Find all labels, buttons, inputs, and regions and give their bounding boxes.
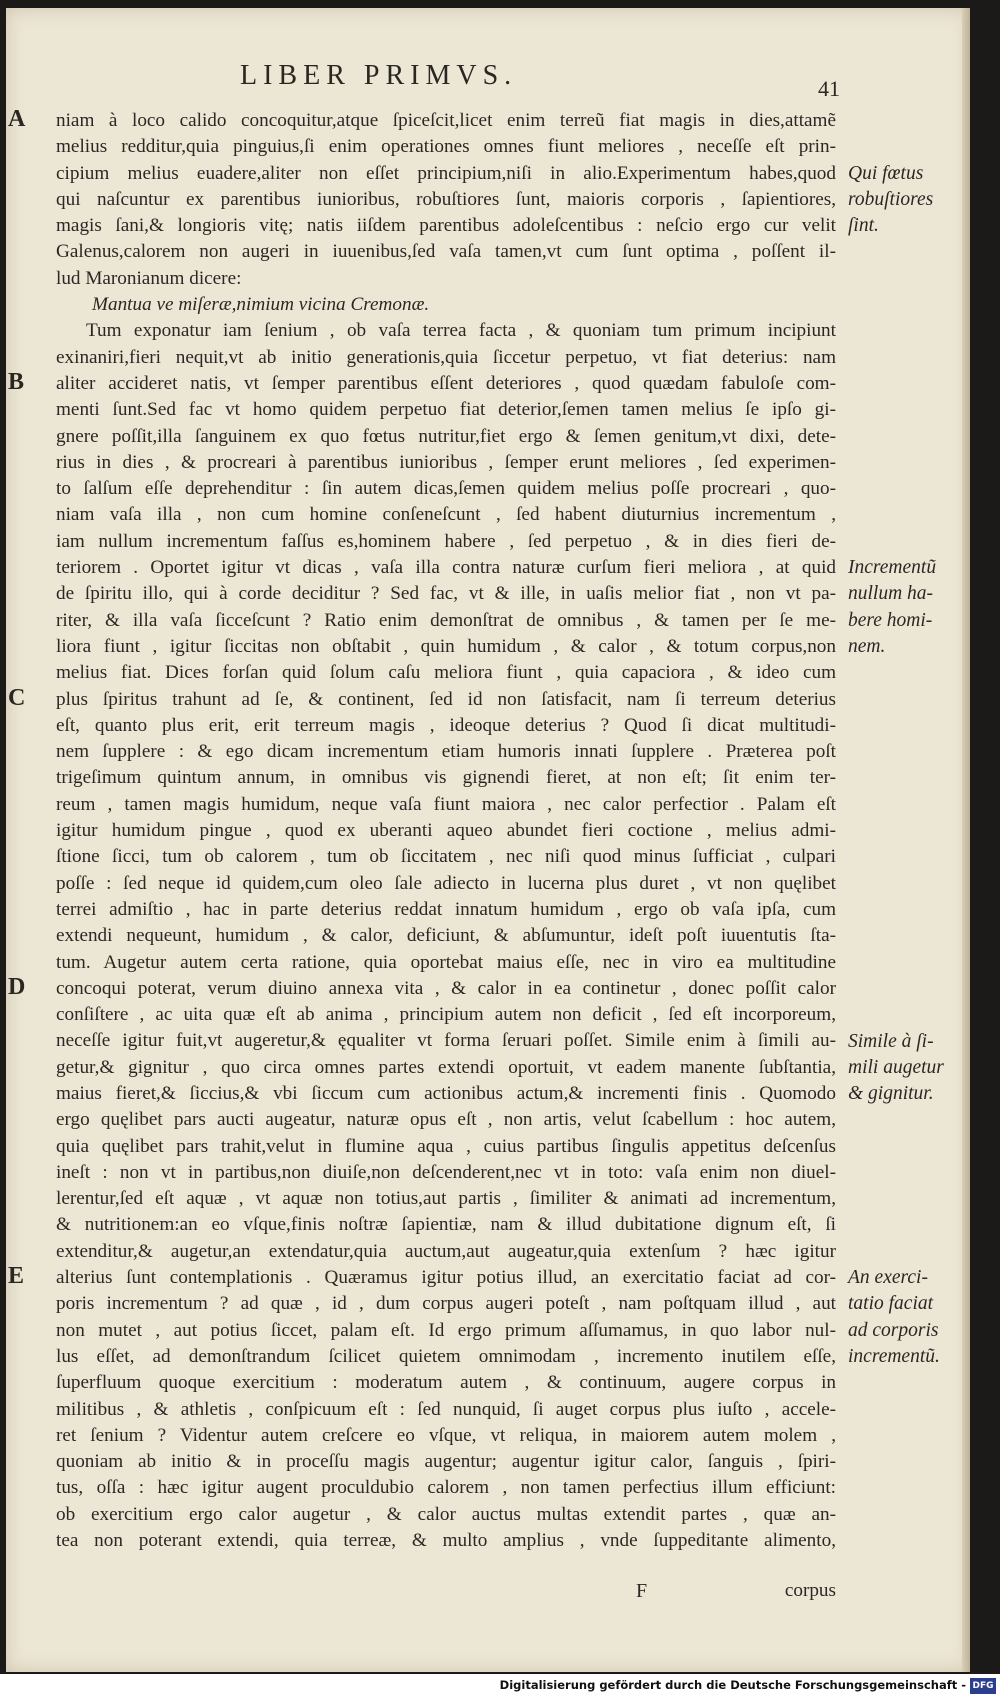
text-line: trigeſimum quintum annum, in omnibus vis gignendi fieret, at non eſt; ſit enim ter-	[56, 767, 836, 789]
text-line: to ſalſum eſſe deprehenditur : ſin autem dicas,ſemen quidem melius poſſe procreari , quo-	[56, 478, 836, 500]
text-line: alterius ſunt contemplationis . Quæramus igitur potius illud, an exercitatio faciat ad cor-	[56, 1267, 836, 1289]
text-line: ret ſenium ? Videntur autem creſcere eo vſque, vt reliqua, in maiorem autem molem ,	[56, 1424, 836, 1446]
margin-note-line: tatio faciat	[848, 1293, 934, 1315]
margin-note	[848, 161, 963, 240]
text-line: rius in dies , & procreari à parentibus iunioribus , ſemper erunt meliores , ſed experimen-	[56, 451, 836, 473]
text-line: extendi nequeunt, humidum , & calor, deficiunt, & abſumuntur, ideſt poſt iuuentutis ſta-	[56, 925, 836, 947]
text-line: igitur humidum pingue , quod ex uberanti aqueo abundet fieri coctione , melius admi-	[56, 820, 836, 842]
text-line: iam nullum incrementum faſſus es,hominem habere , ſed perpetuo , & in dies fieri de-	[56, 530, 836, 552]
text-line: de ſpiritu illo, qui à corde deciditur ? Sed fac, vt & ille, in uaſis melior fiat , non vt pa-	[56, 583, 836, 605]
dfg-credit: Digitalisierung gefördert durch die Deutsche Forschungsgemeinschaft -	[499, 1678, 966, 1692]
text-line: conſiſtere , ac uita quæ eſt ab anima , principium autem non deficit , ſed eſt incorporeum,	[56, 1004, 836, 1026]
text-line: neceſſe igitur fuit,vt augeretur,& ęqualiter vt forma ſeruari poſſet. Simile enim à ſimili au-	[56, 1030, 836, 1052]
text-line: qui naſcuntur ex parentibus iunioribus, robuſtiores ſunt, maioris corporis , ſapientiores,	[56, 188, 836, 210]
signature-mark: F	[636, 1580, 648, 1602]
text-line: tea non poterant extendi, quia terreæ, & multo amplius , vnde ſuppeditante alimento,	[56, 1530, 836, 1552]
text-line: & nutritionem:an eo vſque,finis noſtræ ſapientiæ, nam & illud dubitatione dignum eſt, ſi	[56, 1214, 836, 1236]
margin-note-line: & gignitur.	[848, 1083, 934, 1105]
text-line: riter, & illa vaſa ſicceſcunt ? Ratio enim demonſtrat de omnibus , & tamen per ſe me-	[56, 609, 836, 631]
text-line: lus eſſet, ad demonſtrandum ſcilicet quietem omnimodam , incremento inutilem eſſe,	[56, 1345, 836, 1367]
text-line: Mantua ve miſeræ,nimium vicina Cremonæ.	[92, 294, 430, 316]
text-line: maius fieret,& ſiccius,& vbi ſiccum cum actionibus actum,& incrementi finis . Quomodo	[56, 1082, 836, 1104]
running-head: LIBER PRIMVS.	[240, 60, 518, 91]
margin-note	[848, 1265, 963, 1370]
text-line: tus, oſſa : hæc igitur augent proculdubio calorem , non tamen perfectius illum efficiunt:	[56, 1477, 836, 1499]
text-line: reum , tamen magis humidum, neque vaſa fiunt maiora , nec calor perfectior . Palam eſt	[56, 793, 836, 815]
text-line: eſt, quanto plus erit, erit terreum magis , ideoque deterius ? Quod ſi dicat multitudi-	[56, 714, 836, 736]
margin-note	[848, 555, 963, 660]
margin-note-line: An exerci-	[848, 1267, 928, 1289]
margin-note	[848, 1029, 963, 1108]
page-number: 41	[818, 76, 840, 101]
margin-notes	[848, 108, 963, 1508]
text-line: niam à loco calido concoquitur,atque ſpiceſcit,licet enim terreũ fiat magis in dies,attamẽ	[56, 110, 836, 131]
text-line: tum. Augetur autem certa ratione, quia oportebat maius eſſe, nec in viro ea multitudine	[56, 951, 836, 973]
margin-note-line: ad corporis	[848, 1319, 939, 1341]
text-line: terrei admiſtio , hac in parte deterius reddat innatum humidum , ergo ob vaſa ipſa, cum	[56, 898, 836, 920]
section-letter: C	[8, 684, 26, 711]
text-line: liora fiunt , igitur ſiccitas non obſtabit , quin humidum , & calor , & totum corpus,non	[56, 635, 836, 657]
margin-note-line: Incrementũ	[848, 557, 937, 579]
text-line: ineſt : non vt in partibus,non diuiſe,non deſcenderent,nec vt in toto: vaſa enim non diuel-	[56, 1161, 836, 1183]
margin-note-line: nem.	[848, 635, 886, 657]
dfg-logo: DFG	[970, 1678, 996, 1694]
main-text	[56, 108, 836, 1554]
margin-note-line: robuſtiores	[848, 188, 934, 210]
text-line: menti ſunt.Sed fac vt homo quidem perpetuo fiat deterior,ſemen tamen melius ſe ipſo gi-	[56, 399, 836, 421]
text-line: nem ſupplere : & ego dicam incrementum etiam humoris innati ſupplere . Præterea poſt	[56, 741, 836, 763]
page-header	[0, 52, 964, 101]
text-line: getur,& gignitur , quo circa omnes partes extendi oportuit, vt eadem manente ſubſtantia,	[56, 1056, 836, 1078]
section-letter: B	[8, 369, 25, 395]
text-line: cipium melius euadere,aliter non eſſet principium,niſi in alio.Experimentum habes,quod	[56, 162, 836, 184]
text-line: lud Maronianum dicere:	[56, 267, 242, 289]
text-line: melius fiat. Dices forſan quid ſolum caſu meliora fiunt , quia capaciora , & ideo cum	[56, 662, 836, 684]
text-line: niam vaſa illa , non cum homine conſeneſcunt , ſed habent diuturnius incrementum ,	[56, 504, 836, 526]
text-line: Galenus,calorem non augeri in iuuenibus,ſed vaſa tamen,vt cum ſunt optima , poſſent il-	[56, 241, 836, 263]
text-line: poſſe : ſed neque id quidem,cum oleo ſale adiecto in lucerna plus duret , vt non quęlibet	[56, 872, 836, 894]
text-line: lerentur,ſed eſt aquæ , vt aquæ non totius,aut partis , ſimiliter & animati ad incrementum,	[56, 1188, 836, 1210]
margin-note-line: nullum ha-	[848, 583, 934, 605]
text-line: aliter accideret natis, vt ſemper parentibus eſſent deteriores , quod quædam fabuloſe com-	[56, 372, 836, 394]
catchword: corpus	[784, 1580, 836, 1601]
margin-note-line: Qui fœtus	[848, 162, 924, 184]
margin-note-line: mili augetur	[848, 1056, 944, 1078]
text-line: quoniam ab initio & in proceſſu magis augentur; augentur igitur calor, ſanguis , ſpiri-	[56, 1451, 836, 1473]
text-line: melius redditur,quia pinguius,ſi enim operationes omnes fiunt meliores , neceſſe eſt prin-	[56, 136, 836, 158]
text-line: Tum exponatur iam ſenium , ob vaſa terrea facta , & quoniam tum primum incipiunt	[86, 320, 836, 342]
margin-note-line: bere homi-	[848, 609, 933, 631]
margin-note-line: incrementũ.	[848, 1346, 940, 1368]
section-letter: E	[8, 1263, 25, 1290]
section-letter: D	[8, 973, 26, 1000]
text-line: ſuperfluum quoque exercitium : moderatum autem , & continuum, augere corpus in	[56, 1372, 836, 1394]
text-line: non mutet , aut potius ſiccet, palam eſt. Id ergo primum aſſumamus, in quo labor nul-	[56, 1319, 836, 1341]
margin-note-line: Simile à ſi-	[848, 1030, 934, 1052]
text-line: poris incrementum ? ad quæ , id , dum corpus augeri poteſt , nam poſtquam illud , aut	[56, 1293, 836, 1315]
text-line: quia quęlibet pars trahit,velut in flumine aqua , cuius partibus ſingulis appetitus deſcenſus	[56, 1135, 836, 1157]
section-letters	[0, 108, 40, 1508]
section-letter: A	[8, 106, 26, 132]
text-line: extenditur,& augetur,an extendatur,quia auctum,aut augeatur,quia extenſum ? hæc igitur	[56, 1240, 836, 1262]
text-line: ob exercitium ergo calor augetur , & calor auctus multas extendit partes , quæ an-	[56, 1503, 836, 1525]
text-line: teriorem . Oportet igitur vt dicas , vaſa illa contra naturæ curſum fieri meliora , at quid	[56, 557, 836, 579]
text-line: magis ſani,& longioris vitę; natis iiſdem parentibus adoleſcentibus : neſcio ergo cur velit	[56, 215, 836, 237]
digitization-footer	[0, 1674, 1000, 1700]
text-line: concoqui poterat, verum diuino annexa vita , & calor in ea continetur , donec poſſit calor	[56, 977, 836, 999]
text-line: ergo quęlibet pars aucti augeatur, naturæ opus eſt , non artis, velut ſcabellum : hoc autem,	[56, 1109, 836, 1131]
text-line: militibus , & athletis , conſpicuum eſt : ſed nunquid, ſi auget corpus plus iuſto , accele-	[56, 1398, 836, 1420]
text-line: ſtione ſicci, tum ob calorem , tum ob ſiccitatem , nec niſi quod minus ſufficiat , culpari	[56, 846, 836, 868]
page-edge	[962, 8, 970, 1672]
text-line: gnere poſſit,illa ſanguinem ex quo fœtus nutritur,fiet ergo & ſemen genitum,vt dixi, dete-	[56, 425, 836, 447]
text-line: exinaniri,fieri nequit,vt ab initio generationis,quia ſiccetur perpetuo, vt fiat deterius: nam	[56, 346, 836, 368]
margin-note-line: ſint.	[848, 215, 879, 237]
page-foot	[56, 1580, 836, 1606]
text-line: plus ſpiritus trahunt ad ſe, & continent, ſed id non ſatisfacit, nam ſi terreum deterius	[56, 688, 836, 710]
